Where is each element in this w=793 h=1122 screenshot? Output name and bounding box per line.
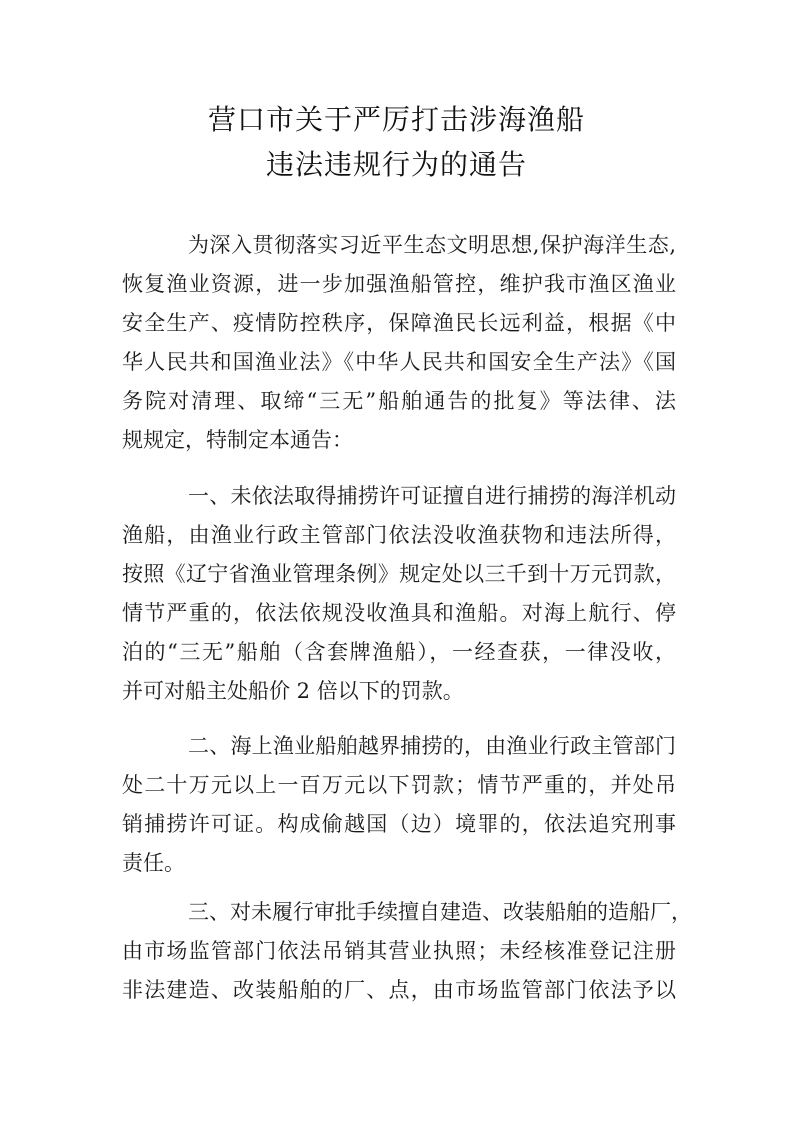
paragraph-2-line: 泊的“三无”船舶（含套牌渔船），一经查获，一律没收，	[122, 640, 676, 664]
paragraph-4-line: 由市场监管部门依法吊销其营业执照；未经核准登记注册	[122, 939, 676, 963]
paragraph-4-line: 非法建造、改装船舶的厂、点，由市场监管部门依法予以	[122, 978, 676, 1002]
document-title-line-1: 营口市关于严厉打击涉海渔船	[207, 103, 585, 136]
paragraph-2-line: 一、未依法取得捕捞许可证擅自进行捕捞的海洋机动	[188, 484, 676, 508]
paragraph-1-line: 规规定，特制定本通告：	[122, 428, 353, 452]
paragraph-1-line: 安全生产、疫情防控秩序，保障渔民长远利益，根据《中	[122, 311, 676, 335]
document-title-line-2: 违法违规行为的通告	[265, 148, 527, 181]
paragraph-4-line: 三、对未履行审批手续擅自建造、改装船舶的造船厂，	[188, 900, 692, 924]
paragraph-1-line: 务院对清理、取缔“三无”船舶通告的批复》等法律、法	[122, 389, 676, 413]
paragraph-2-line: 情节严重的，依法依规没收渔具和渔船。对海上航行、停	[122, 601, 676, 625]
paragraph-2-line: 并可对船主处船价 2 倍以下的罚款。	[122, 679, 464, 703]
paragraph-3-line: 销捕捞许可证。构成偷越国（边）境罪的，依法追究刑事	[122, 812, 676, 836]
paragraph-1-line: 华人民共和国渔业法》《中华人民共和国安全生产法》《国	[122, 350, 676, 374]
paragraph-2-line: 渔船，由渔业行政主管部门依法没收渔获物和违法所得，	[122, 523, 676, 547]
paragraph-3-line: 处二十万元以上一百万元以下罚款；情节严重的，并处吊	[122, 773, 676, 797]
paragraph-1-line: 为深入贯彻落实习近平生态文明思想,保护海洋生态,	[188, 233, 676, 257]
paragraph-2-line: 按照《辽宁省渔业管理条例》规定处以三千到十万元罚款，	[122, 562, 676, 586]
paragraph-3-line: 责任。	[122, 851, 185, 875]
paragraph-1-line: 恢复渔业资源，进一步加强渔船管控，维护我市渔区渔业	[122, 272, 676, 296]
paragraph-3-line: 二、海上渔业船舶越界捕捞的，由渔业行政主管部门	[188, 734, 676, 758]
